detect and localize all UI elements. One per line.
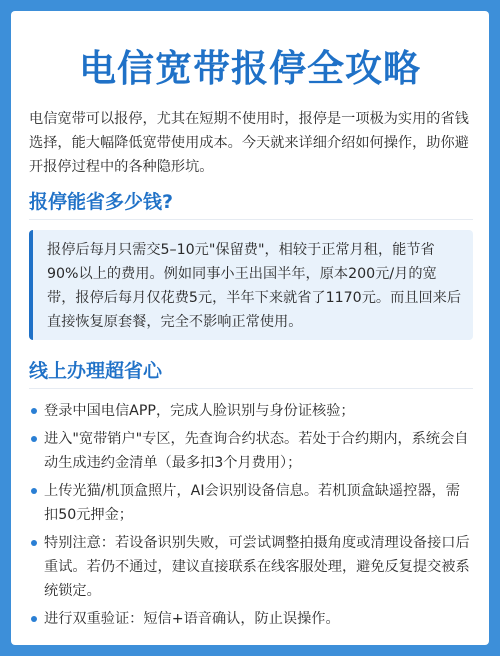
intro-paragraph: 电信宽带可以报停，尤其在短期不使用时，报停是一项极为实用的省钱选择，能大幅降低宽带使用成本。今天就来详细介绍如何操作，助你避开报停过程中的各种隐形坑。 bbox=[29, 111, 469, 175]
bullet-dot-icon bbox=[31, 436, 37, 442]
content-card bbox=[11, 11, 489, 645]
list-item bbox=[29, 479, 473, 527]
list-item bbox=[29, 531, 473, 603]
bullet-dot-icon bbox=[31, 408, 37, 414]
section-heading-savings: 报停能省多少钱? bbox=[29, 191, 174, 213]
bullet-dot-icon bbox=[31, 540, 37, 546]
list-item-text: 特别注意：若设备识别失败，可尝试调整拍摄角度或清理设备接口后重试。若仍不通过，建议直接联系在线客服处理，避免反复提交被系统锁定。 bbox=[44, 535, 470, 599]
page-title: 电信宽带报停全攻略 bbox=[79, 47, 421, 90]
list-item bbox=[29, 607, 473, 631]
bullet-dot-icon bbox=[31, 488, 37, 494]
savings-text: 报停后每月只需交5–10元"保留费"，相较于正常月租，能节省90%以上的费用。例如同事小王出国半年，原本200元/月的宽带，报停后每月仅花费5元，半年下来就省了1170元。而且回来后直接恢复原套餐，完全不影响正常使用。 bbox=[47, 242, 462, 330]
list-item-text: 进入"宽带销户"专区，先查询合约状态。若处于合约期内，系统会自动生成违约金清单（最多扣3个月费用）； bbox=[44, 431, 469, 471]
section-heading-online: 线上办理超省心 bbox=[29, 360, 163, 382]
savings-highlight-box bbox=[29, 230, 473, 340]
list-item-text: 登录中国电信APP，完成人脸识别与身份证核验； bbox=[44, 403, 355, 419]
steps-list bbox=[29, 399, 473, 635]
list-item-text: 进行双重验证：短信+语音确认，防止误操作。 bbox=[44, 611, 340, 627]
list-item bbox=[29, 399, 473, 423]
divider bbox=[29, 388, 473, 389]
list-item-text: 上传光猫/机顶盒照片，AI会识别设备信息。若机顶盒缺遥控器，需扣50元押金； bbox=[44, 483, 460, 523]
divider bbox=[29, 219, 473, 220]
bullet-dot-icon bbox=[31, 616, 37, 622]
list-item bbox=[29, 427, 473, 475]
